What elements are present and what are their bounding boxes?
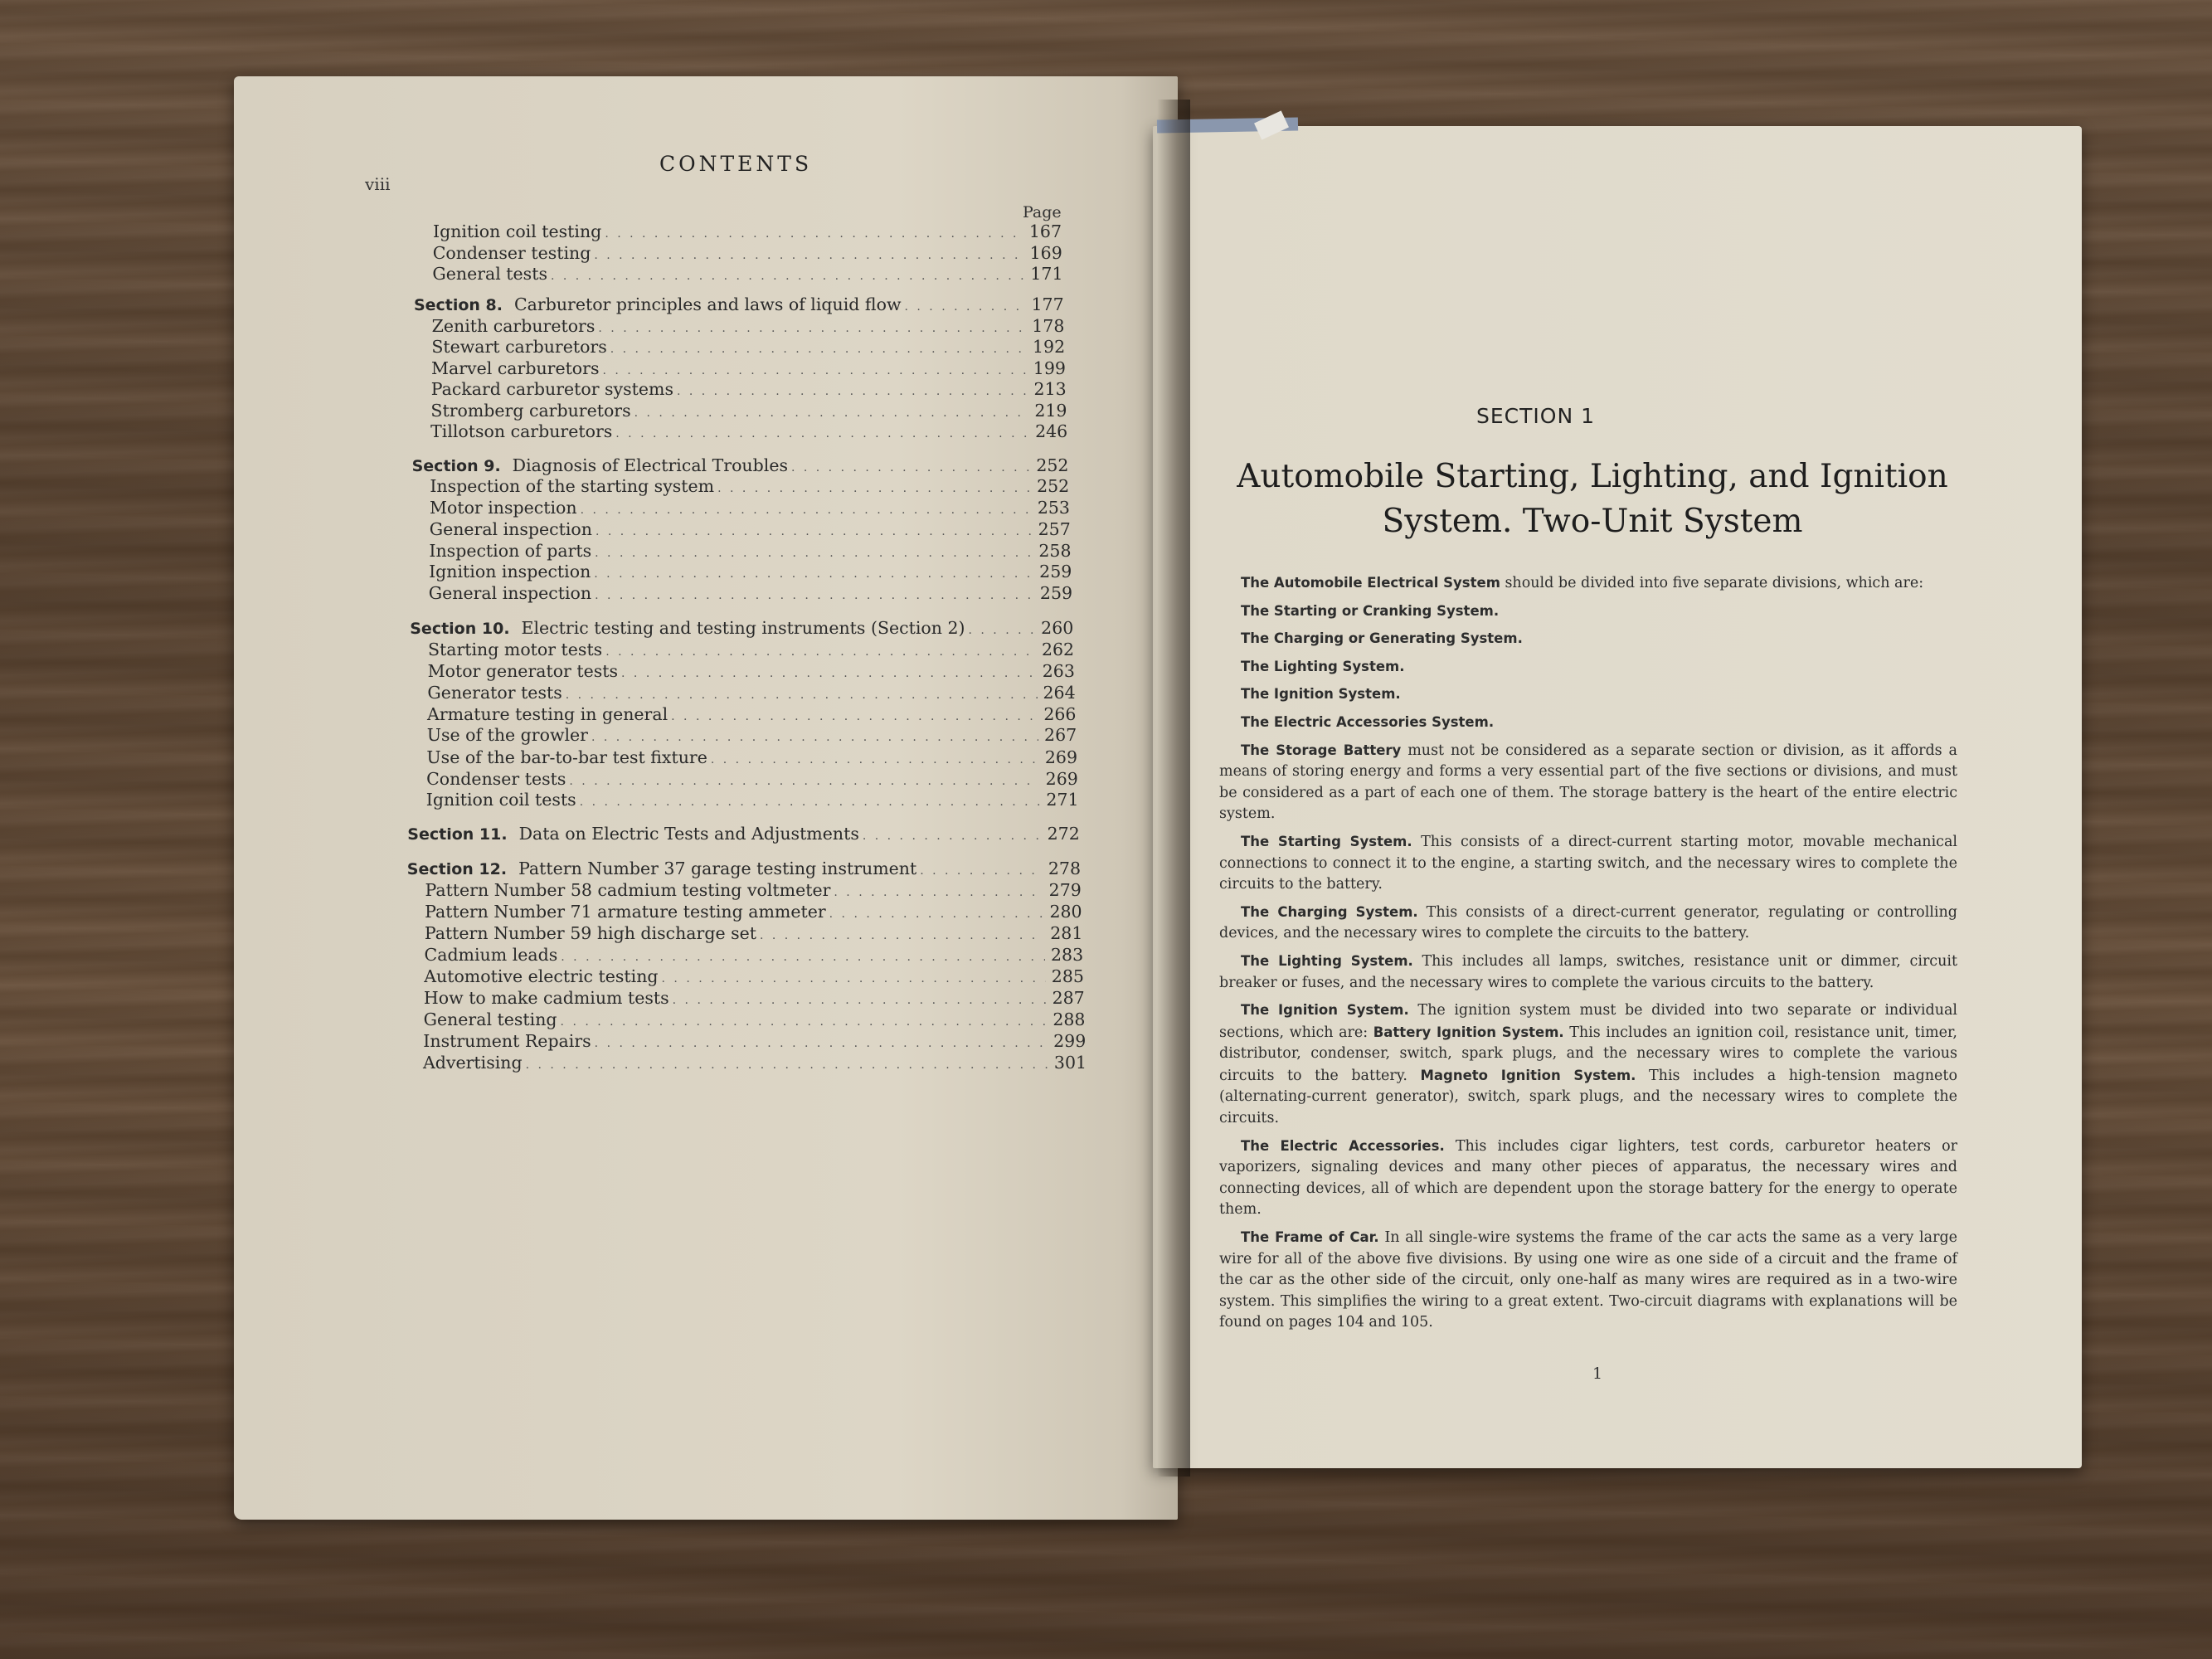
toc-entry <box>423 1031 1086 1051</box>
intro-paragraph <box>1219 572 1957 595</box>
toc-leader-dots <box>671 710 1038 723</box>
lighting-system-paragraph: The Lighting System. This includes all lamps, switches, resistance unit or dimmer, circuit breaker or fuses, and the necessary wires to complete the various circuits to the battery. <box>1219 952 1958 991</box>
toc-entry <box>429 583 1072 603</box>
toc-entry <box>428 661 1075 681</box>
toc-entry-label: General inspection <box>428 583 592 603</box>
left-page-number: viii <box>365 174 391 194</box>
toc-entry <box>430 401 1067 421</box>
charging-system-paragraph: The Charging System. This consists of a direct-current generator, regulating or controlling devices, and the necessary wires to complete the circuits to the battery. <box>1219 903 1957 942</box>
toc-leader-dots <box>610 343 1027 356</box>
toc-leader-dots <box>863 830 1042 843</box>
toc-entry <box>428 640 1074 659</box>
toc-entry-label: Condenser testing <box>432 243 591 263</box>
toc-entry-label: Carburetor principles and laws of liquid flow <box>514 294 902 314</box>
toc-leader-dots <box>791 461 1030 474</box>
toc-entry-page: 213 <box>1033 379 1067 399</box>
toc-leader-dots <box>595 547 1033 560</box>
toc-entry <box>431 358 1066 378</box>
toc-entry-page: 272 <box>1047 824 1080 844</box>
toc-entry <box>433 221 1062 241</box>
toc-section-entry <box>407 824 1079 844</box>
toc-leader-dots <box>581 504 1032 517</box>
chapter-title-line-1: Automobile Starting, Lighting, and Ignition <box>1237 458 1948 495</box>
toc-entry <box>424 988 1085 1008</box>
toc-entry <box>430 421 1067 441</box>
toc-leader-dots <box>673 994 1047 1007</box>
toc-entry-page: 267 <box>1044 725 1077 745</box>
toc-entry-page: 259 <box>1039 583 1073 603</box>
starting-system-paragraph: The Starting System. This consists of a direct-current starting motor, movable mechanical connections to connect it to the engine, a starting switch, and the necessary wires to complete the circuits to the battery. <box>1219 833 1957 893</box>
toc-leader-dots <box>591 731 1038 744</box>
toc-entry-page: 280 <box>1049 902 1082 922</box>
toc-entry-label: Advertising <box>422 1053 523 1073</box>
toc-entry-page: 285 <box>1051 966 1084 986</box>
toc-entry-label: Zenith carburetors <box>431 316 596 336</box>
toc-entry-label: Ignition coil tests <box>425 790 576 810</box>
toc-entry-label: Pattern Number 58 cadmium testing voltmeter <box>425 880 831 900</box>
toc-entry <box>430 519 1071 539</box>
toc-leader-dots <box>920 864 1043 878</box>
toc-entry-page: 171 <box>1030 264 1063 284</box>
toc-entry-label: Automotive electric testing <box>424 966 659 986</box>
toc-entry-label: Condenser tests <box>426 769 566 789</box>
toc-entry <box>423 1053 1087 1073</box>
storage-battery-paragraph: The Storage Battery must not be considered as a separate section or division, as it affords a means of storing energy and forms a very essential part of the five sections or divisions, and must be considered as a part of each one of them. The storage battery is the heart of the entire electric system. <box>1219 742 1957 823</box>
division-item: The Charging or Generating System. <box>1241 630 1523 647</box>
toc-entry-page: 269 <box>1045 769 1078 789</box>
toc-entry-page: 259 <box>1039 562 1072 581</box>
toc-entry-label: Stewart carburetors <box>431 337 607 357</box>
toc-leader-dots <box>615 427 1029 440</box>
toc-entry <box>426 790 1079 810</box>
toc-entry-page: 192 <box>1033 337 1066 357</box>
toc-section-entry <box>410 618 1073 638</box>
toc-leader-dots <box>580 795 1041 809</box>
toc-entry-page: 263 <box>1042 661 1075 681</box>
toc-entry <box>425 880 1081 900</box>
toc-entry-label: Pattern Number 59 high discharge set <box>424 923 756 943</box>
toc-entry-label: Inspection of parts <box>429 541 592 561</box>
electric-accessories-paragraph: The Electric Accessories. This includes cigar lighters, test cords, carburetor heaters or vaporizers, signaling devices and many other pieces of apparatus, the necessary wires and connecting devices, all of which are dependent upon the storage battery for the energy to operate them. <box>1219 1137 1957 1219</box>
intro-bold: The Automobile Electrical System <box>1241 575 1500 591</box>
toc-entry <box>432 316 1065 336</box>
toc-section-label: Section 12. <box>406 860 508 878</box>
toc-section-label: Section 8. <box>413 296 503 314</box>
section-heading: SECTION 1 <box>1476 404 1595 428</box>
toc-leader-dots <box>602 364 1027 377</box>
toc-leader-dots <box>605 645 1036 659</box>
toc-entry-page: 279 <box>1048 880 1082 900</box>
toc-entry <box>427 725 1077 745</box>
toc-entry-label: General inspection <box>429 519 592 539</box>
toc-leader-dots <box>595 589 1034 602</box>
toc-entry-label: Stromberg carburetors <box>430 401 631 421</box>
toc-entry-page: 253 <box>1037 498 1070 518</box>
toc-entry-page: 301 <box>1053 1053 1087 1073</box>
toc-section-label: Section 11. <box>407 825 508 844</box>
toc-entry-label: Tillotson carburetors <box>430 421 613 441</box>
toc-entry-label: Motor inspection <box>430 498 577 518</box>
toc-entry-page: 246 <box>1035 421 1068 441</box>
toc-leader-dots <box>569 775 1039 788</box>
toc-entry <box>427 683 1075 703</box>
toc-entry-page: 262 <box>1041 640 1075 659</box>
division-item: The Ignition System. <box>1241 686 1401 703</box>
toc-entry <box>424 1010 1086 1029</box>
toc-entry-page: 199 <box>1033 358 1066 378</box>
toc-leader-dots <box>621 667 1037 680</box>
toc-entry <box>429 541 1071 561</box>
chapter-title <box>1203 455 1982 544</box>
toc-entry-page: 271 <box>1046 790 1079 810</box>
toc-entry-label: How to make cadmium tests <box>423 988 669 1008</box>
toc-entry-page: 258 <box>1038 541 1072 561</box>
toc-entry-label: General testing <box>423 1010 557 1029</box>
toc-entry-label: Pattern Number 71 armature testing ammeter <box>425 902 826 922</box>
toc-entry-page: 283 <box>1051 945 1084 965</box>
toc-entry-page: 287 <box>1052 988 1085 1008</box>
toc-entry-page: 252 <box>1036 455 1069 475</box>
toc-entry-label: Packard carburetor systems <box>430 379 673 399</box>
toc-leader-dots <box>566 688 1038 702</box>
toc-entry-label: General tests <box>432 264 547 284</box>
toc-leader-dots <box>595 1037 1048 1050</box>
toc-leader-dots <box>905 300 1026 314</box>
toc-entry-label: Diagnosis of Electrical Troubles <box>512 455 788 475</box>
toc-entry-page: 299 <box>1053 1031 1087 1051</box>
toc-entry-page: 269 <box>1044 747 1078 767</box>
toc-leader-dots <box>711 753 1039 766</box>
toc-leader-dots <box>634 406 1029 420</box>
toc-section-label: Section 10. <box>410 620 510 638</box>
toc-entry-label: Starting motor tests <box>427 640 603 659</box>
toc-entry <box>426 747 1077 767</box>
toc-entry <box>432 264 1062 284</box>
toc-entry <box>433 243 1062 263</box>
right-page-number: 1 <box>1592 1365 1603 1383</box>
toc-entry-page: 167 <box>1028 221 1062 241</box>
toc-entry-page: 252 <box>1037 476 1070 496</box>
toc-entry-page: 281 <box>1050 923 1083 943</box>
toc-entry-label: Inspection of the starting system <box>430 476 715 496</box>
toc-entry-page: 257 <box>1038 519 1071 539</box>
toc-leader-dots <box>834 886 1043 899</box>
toc-leader-dots <box>760 929 1044 942</box>
frame-of-car-paragraph: The Frame of Car. In all single-wire systems the frame of the car acts the same as a very large wire for all of the above five divisions. By using one wire as one side of a circuit and the frame of the car as the other side of the circuit, only one-half as many wires are required as in a two-wire system. This simplifies the wiring to a great extent. Two-circuit diagrams with explanations will be found on pages 104 and 105. <box>1219 1229 1957 1331</box>
toc-leader-dots <box>717 482 1031 495</box>
toc-entry <box>430 498 1070 518</box>
chapter-title-line-2: System. Two-Unit System <box>1382 503 1803 540</box>
toc-entry-label: Ignition coil testing <box>433 221 602 241</box>
toc-entry-label: Electric testing and testing instruments (Section 2) <box>521 618 965 638</box>
toc-entry-page: 278 <box>1048 859 1082 878</box>
toc-entry-page: 266 <box>1043 704 1077 724</box>
toc-leader-dots <box>561 951 1045 964</box>
toc-entry-label: Data on Electric Tests and Adjustments <box>518 824 859 844</box>
toc-entry-page: 219 <box>1034 401 1067 421</box>
toc-leader-dots <box>598 322 1026 335</box>
toc-leader-dots <box>605 227 1023 241</box>
toc-entry-page: 178 <box>1032 316 1065 336</box>
toc-entry-page: 288 <box>1053 1010 1086 1029</box>
toc-entry-label: Use of the bar-to-bar test fixture <box>426 747 707 767</box>
toc-entry-page: 169 <box>1029 243 1062 263</box>
toc-entry <box>425 945 1084 965</box>
ignition-system-paragraph: The Ignition System. The ignition system must be divided into two separate or individual sections, which are: Battery Ignition System. This includes an ignition coil, resistance unit, timer, distributor, condenser, switch, spark plugs, and the necessary wires to complete the various circuits to the battery. Magneto Ignition System. This includes a high-tension magneto (alternating-current generator), switch, spark plugs, and the necessary wires to complete the circuits. <box>1219 1002 1957 1127</box>
toc-entry <box>426 769 1078 789</box>
toc-entry-label: Ignition inspection <box>429 562 591 581</box>
division-item: The Electric Accessories System. <box>1241 713 1495 730</box>
toc-leader-dots <box>594 249 1023 262</box>
toc-leader-dots <box>561 1015 1048 1029</box>
intro-text: should be divided into five separate divisions, which are: <box>1500 575 1924 591</box>
toc-leader-dots <box>662 972 1046 985</box>
toc-leader-dots <box>594 567 1033 581</box>
toc-entry-page: 264 <box>1043 683 1076 703</box>
toc-section-entry <box>414 294 1064 314</box>
toc-section-label: Section 9. <box>411 457 501 475</box>
division-item: The Lighting System. <box>1241 658 1405 674</box>
toc-entry <box>429 562 1072 581</box>
toc-leader-dots <box>551 270 1025 283</box>
toc-section-entry <box>412 455 1069 475</box>
toc-leader-dots <box>829 907 1044 921</box>
toc-entry <box>431 337 1065 357</box>
toc-entry-label: Marvel carburetors <box>431 358 600 378</box>
toc-leader-dots <box>969 624 1036 637</box>
toc-entry <box>431 379 1067 399</box>
toc-entry-page: 260 <box>1041 618 1074 638</box>
division-item: The Starting or Cranking System. <box>1241 602 1500 619</box>
toc-leader-dots <box>677 385 1028 398</box>
toc-entry-label: Use of the growler <box>426 725 588 745</box>
toc-entry-label: Generator tests <box>427 683 562 703</box>
toc-entry-label: Armature testing in general <box>427 704 668 724</box>
page-column-label: Page <box>1023 203 1062 221</box>
toc-leader-dots <box>596 525 1033 538</box>
toc-leader-dots <box>526 1058 1048 1072</box>
contents-title: CONTENTS <box>659 152 813 176</box>
toc-entry <box>427 704 1076 724</box>
toc-entry-page: 177 <box>1031 294 1064 314</box>
toc-entry-label: Instrument Repairs <box>423 1031 591 1051</box>
book-spine <box>1157 100 1190 1477</box>
toc-entry-label: Pattern Number 37 garage testing instrument <box>518 859 917 878</box>
toc-section-entry <box>407 859 1081 878</box>
toc-entry <box>425 902 1082 922</box>
toc-entry-label: Motor generator tests <box>427 661 619 681</box>
toc-entry <box>424 966 1084 986</box>
toc-entry <box>430 476 1069 496</box>
toc-entry <box>425 923 1083 943</box>
toc-entry-label: Cadmium leads <box>424 945 558 965</box>
body-text <box>1219 572 1957 1340</box>
